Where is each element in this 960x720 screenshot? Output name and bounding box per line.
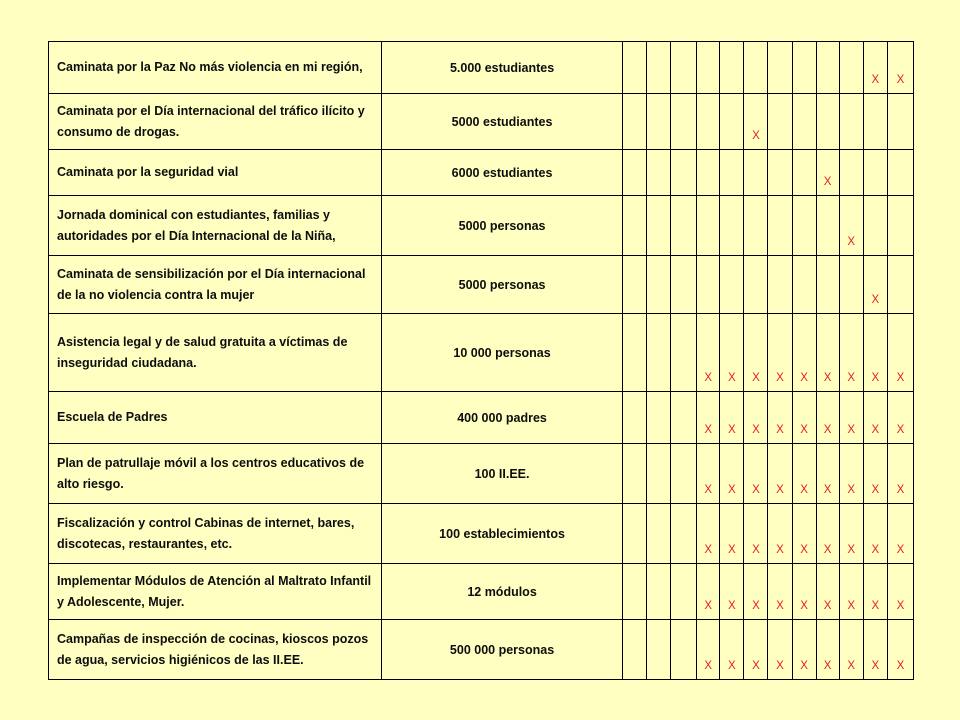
schedule-mark-cell [887, 256, 913, 314]
schedule-mark-cell: X [887, 314, 913, 392]
schedule-mark-cell [622, 392, 646, 444]
schedule-mark-cell [622, 94, 646, 150]
schedule-mark-cell [768, 256, 792, 314]
schedule-mark-cell [671, 444, 697, 504]
schedule-mark-cell [816, 196, 839, 256]
schedule-mark-cell [697, 256, 720, 314]
schedule-mark-cell [744, 150, 768, 196]
schedule-mark-cell: X [863, 564, 887, 620]
schedule-mark-cell [816, 94, 839, 150]
schedule-mark-cell [744, 42, 768, 94]
target-cell: 6000 estudiantes [382, 150, 623, 196]
schedule-mark-cell: X [839, 196, 863, 256]
schedule-mark-cell: X [792, 504, 816, 564]
schedule-mark-cell: X [863, 42, 887, 94]
schedule-mark-cell: X [744, 444, 768, 504]
target-cell: 12 módulos [382, 564, 623, 620]
table-row [49, 564, 914, 620]
schedule-mark-cell: X [839, 444, 863, 504]
schedule-mark-cell: X [816, 314, 839, 392]
schedule-mark-cell [647, 444, 671, 504]
schedule-mark-cell: X [887, 620, 913, 680]
table-row [49, 196, 914, 256]
schedule-mark-cell [697, 196, 720, 256]
schedule-mark-cell: X [863, 504, 887, 564]
schedule-mark-cell: X [839, 504, 863, 564]
schedule-mark-cell [697, 150, 720, 196]
schedule-mark-cell [768, 150, 792, 196]
schedule-mark-cell: X [697, 444, 720, 504]
schedule-mark-cell [671, 42, 697, 94]
schedule-mark-cell [671, 504, 697, 564]
table-row [49, 94, 914, 150]
target-cell: 100 II.EE. [382, 444, 623, 504]
schedule-mark-cell [792, 196, 816, 256]
schedule-mark-cell [622, 314, 646, 392]
table-row [49, 42, 914, 94]
activity-cell: Caminata de sensibilización por el Día internacional de la no violencia contra la mujer [49, 256, 382, 314]
schedule-mark-cell: X [768, 564, 792, 620]
schedule-mark-cell: X [887, 504, 913, 564]
target-cell: 400 000 padres [382, 392, 623, 444]
schedule-mark-cell: X [816, 504, 839, 564]
schedule-mark-cell: X [768, 620, 792, 680]
schedule-mark-cell [622, 196, 646, 256]
schedule-mark-cell: X [839, 620, 863, 680]
schedule-mark-cell [863, 150, 887, 196]
schedule-mark-cell: X [720, 504, 744, 564]
schedule-mark-cell [622, 564, 646, 620]
schedule-mark-cell [816, 256, 839, 314]
activity-cell: Escuela de Padres [49, 392, 382, 444]
schedule-mark-cell [622, 620, 646, 680]
schedule-mark-cell [768, 196, 792, 256]
schedule-mark-cell [622, 256, 646, 314]
schedule-mark-cell [839, 94, 863, 150]
schedule-mark-cell [792, 256, 816, 314]
schedule-mark-cell: X [863, 256, 887, 314]
schedule-mark-cell [720, 94, 744, 150]
schedule-mark-cell [647, 504, 671, 564]
schedule-mark-cell: X [720, 314, 744, 392]
schedule-mark-cell [720, 196, 744, 256]
schedule-mark-cell: X [816, 150, 839, 196]
schedule-mark-cell: X [744, 392, 768, 444]
table-row [49, 150, 914, 196]
schedule-mark-cell: X [792, 444, 816, 504]
schedule-mark-cell [697, 42, 720, 94]
schedule-mark-cell: X [768, 314, 792, 392]
activity-cell: Jornada dominical con estudiantes, familias y autoridades por el Día Internacional de la Niña, [49, 196, 382, 256]
schedule-mark-cell [671, 94, 697, 150]
schedule-mark-cell: X [744, 620, 768, 680]
schedule-mark-cell: X [887, 392, 913, 444]
schedule-mark-cell: X [720, 620, 744, 680]
schedule-mark-cell: X [744, 564, 768, 620]
schedule-mark-cell [744, 196, 768, 256]
schedule-mark-cell: X [720, 444, 744, 504]
schedule-mark-cell [647, 150, 671, 196]
schedule-mark-cell [768, 42, 792, 94]
schedule-mark-cell [671, 150, 697, 196]
schedule-mark-cell: X [697, 392, 720, 444]
activity-schedule-table [48, 41, 914, 680]
table-row [49, 314, 914, 392]
schedule-body [49, 42, 914, 680]
table-row [49, 392, 914, 444]
schedule-mark-cell [887, 150, 913, 196]
schedule-mark-cell [697, 94, 720, 150]
schedule-mark-cell: X [887, 42, 913, 94]
schedule-mark-cell [647, 42, 671, 94]
table-row [49, 620, 914, 680]
schedule-mark-cell [647, 620, 671, 680]
schedule-mark-cell: X [863, 620, 887, 680]
schedule-mark-cell [622, 504, 646, 564]
schedule-mark-cell: X [768, 504, 792, 564]
schedule-mark-cell: X [887, 444, 913, 504]
schedule-mark-cell [792, 42, 816, 94]
schedule-mark-cell [839, 256, 863, 314]
target-cell: 5000 estudiantes [382, 94, 623, 150]
schedule-mark-cell [647, 564, 671, 620]
schedule-mark-cell: X [816, 444, 839, 504]
activity-cell: Campañas de inspección de cocinas, kioscos pozos de agua, servicios higiénicos de las II.EE. [49, 620, 382, 680]
schedule-mark-cell: X [863, 314, 887, 392]
schedule-mark-cell [671, 256, 697, 314]
schedule-mark-cell: X [768, 444, 792, 504]
target-cell: 5000 personas [382, 196, 623, 256]
schedule-mark-cell: X [816, 620, 839, 680]
schedule-mark-cell [839, 150, 863, 196]
activity-cell: Implementar Módulos de Atención al Maltrato Infantil y Adolescente, Mujer. [49, 564, 382, 620]
schedule-mark-cell [744, 256, 768, 314]
schedule-mark-cell: X [792, 620, 816, 680]
schedule-mark-cell [647, 314, 671, 392]
schedule-mark-cell [671, 620, 697, 680]
schedule-mark-cell: X [863, 392, 887, 444]
schedule-mark-cell [839, 42, 863, 94]
schedule-mark-cell: X [839, 314, 863, 392]
target-cell: 5.000 estudiantes [382, 42, 623, 94]
schedule-mark-cell: X [768, 392, 792, 444]
schedule-mark-cell [622, 150, 646, 196]
schedule-mark-cell: X [744, 504, 768, 564]
schedule-mark-cell [647, 392, 671, 444]
schedule-mark-cell: X [816, 392, 839, 444]
schedule-mark-cell [671, 392, 697, 444]
schedule-mark-cell: X [792, 314, 816, 392]
table-row [49, 444, 914, 504]
schedule-mark-cell: X [720, 392, 744, 444]
schedule-mark-cell [863, 196, 887, 256]
schedule-mark-cell: X [720, 564, 744, 620]
schedule-mark-cell [622, 42, 646, 94]
schedule-mark-cell: X [697, 620, 720, 680]
table-row [49, 504, 914, 564]
schedule-mark-cell: X [863, 444, 887, 504]
schedule-mark-cell [671, 314, 697, 392]
schedule-mark-cell [647, 256, 671, 314]
schedule-mark-cell: X [839, 392, 863, 444]
schedule-mark-cell [863, 94, 887, 150]
schedule-mark-cell [671, 196, 697, 256]
schedule-mark-cell [792, 94, 816, 150]
activity-cell: Asistencia legal y de salud gratuita a víctimas de inseguridad ciudadana. [49, 314, 382, 392]
schedule-mark-cell [816, 42, 839, 94]
schedule-mark-cell: X [792, 392, 816, 444]
activity-cell: Caminata por la Paz No más violencia en mi región, [49, 42, 382, 94]
activity-cell: Fiscalización y control Cabinas de internet, bares, discotecas, restaurantes, etc. [49, 504, 382, 564]
activity-cell: Plan de patrullaje móvil a los centros educativos de alto riesgo. [49, 444, 382, 504]
schedule-mark-cell: X [887, 564, 913, 620]
schedule-mark-cell [647, 196, 671, 256]
schedule-mark-cell: X [744, 314, 768, 392]
schedule-mark-cell: X [697, 314, 720, 392]
schedule-mark-cell [671, 564, 697, 620]
schedule-mark-cell: X [697, 504, 720, 564]
target-cell: 10 000 personas [382, 314, 623, 392]
schedule-mark-cell: X [839, 564, 863, 620]
schedule-mark-cell: X [697, 564, 720, 620]
schedule-mark-cell [768, 94, 792, 150]
activity-cell: Caminata por el Día internacional del tráfico ilícito y consumo de drogas. [49, 94, 382, 150]
schedule-mark-cell [720, 42, 744, 94]
schedule-mark-cell [622, 444, 646, 504]
schedule-mark-cell [792, 150, 816, 196]
target-cell: 500 000 personas [382, 620, 623, 680]
schedule-mark-cell [887, 196, 913, 256]
schedule-mark-cell [887, 94, 913, 150]
schedule-mark-cell: X [816, 564, 839, 620]
schedule-mark-cell [720, 150, 744, 196]
schedule-mark-cell: X [792, 564, 816, 620]
schedule-mark-cell [647, 94, 671, 150]
target-cell: 5000 personas [382, 256, 623, 314]
table-row [49, 256, 914, 314]
target-cell: 100 establecimientos [382, 504, 623, 564]
activity-cell: Caminata por la seguridad vial [49, 150, 382, 196]
schedule-mark-cell [720, 256, 744, 314]
schedule-mark-cell: X [744, 94, 768, 150]
